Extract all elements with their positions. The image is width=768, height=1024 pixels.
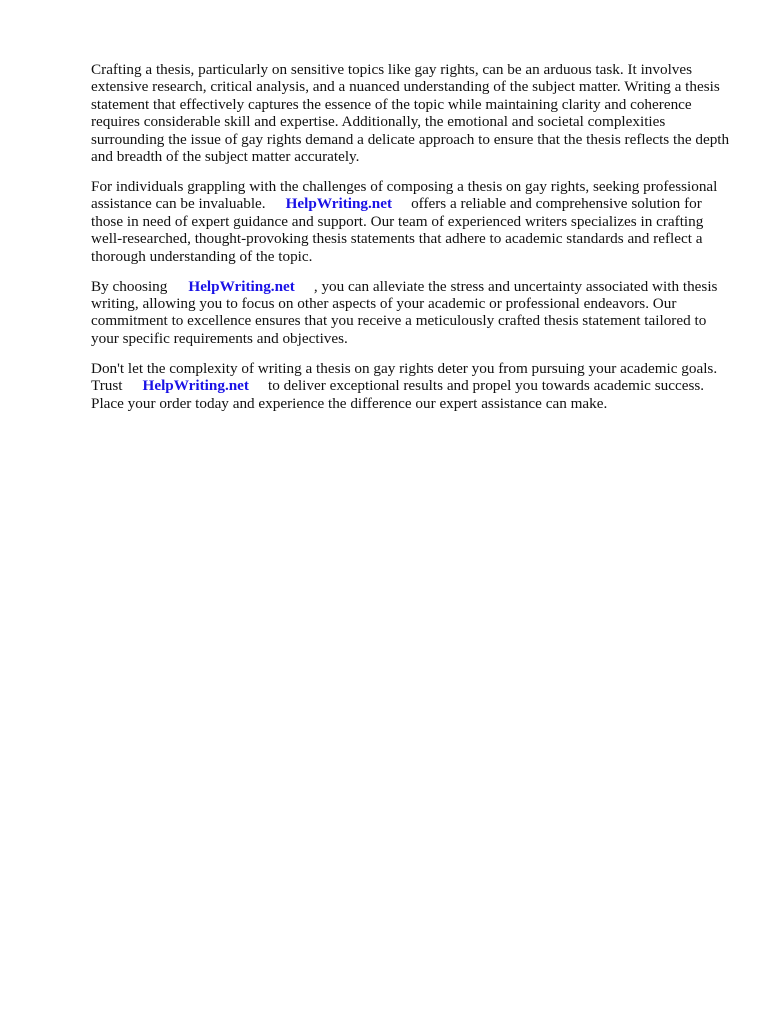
- paragraph-call-to-action: [91, 360, 731, 412]
- paragraph-assistance-text-after: offers a reliable and comprehensive solution for those in need of expert guidance and support. Our team of experienced writers specializes in crafting well-researched, thought-provoking thesis statements that adhere to academic standards and reflect a thorough understanding of the topic.: [91, 195, 704, 265]
- paragraph-assistance-text-before: For individuals grappling with the challenges of composing a thesis on gay rights, seeking professional assistance can be invaluable.: [91, 178, 718, 213]
- paragraph-cta-text-after: to deliver exceptional results and propel you towards academic success. Place your order today and experience the difference our expert assistance can make.: [91, 377, 705, 412]
- helpwriting-link[interactable]: HelpWriting.net: [188, 277, 295, 295]
- helpwriting-link[interactable]: HelpWriting.net: [285, 195, 393, 213]
- paragraph-benefits-text-after: , you can alleviate the stress and uncertainty associated with thesis writing, allowing you to focus on other aspects of your academic or professional endeavors. Our commitment to excellence ensures that you receive a meticulously crafted thesis statement tailored to your specific requirements and objectives.: [91, 277, 718, 347]
- paragraph-assistance: [91, 178, 731, 265]
- document-body: [91, 61, 731, 425]
- paragraph-intro-text: Crafting a thesis, particularly on sensitive topics like gay rights, can be an arduous task. It involves extensive research, critical analysis, and a nuanced understanding of the subject matter. Writing a thesis statement that effectively captures the essence of the topic while maintaining clarity and coherence requires considerable skill and expertise. Additionally, the emotional and societal complexities surrounding the issue of gay rights demand a delicate approach to ensure that the thesis reflects the depth and breadth of the subject matter accurately.: [91, 61, 730, 166]
- paragraph-benefits: [91, 278, 731, 348]
- helpwriting-link[interactable]: HelpWriting.net: [142, 377, 249, 395]
- paragraph-intro: [91, 61, 731, 165]
- paragraph-benefits-text-before: By choosing: [91, 277, 168, 295]
- paragraph-cta-text-before: Don't let the complexity of writing a thesis on gay rights deter you from pursuing your academic goals. Trust: [91, 359, 718, 395]
